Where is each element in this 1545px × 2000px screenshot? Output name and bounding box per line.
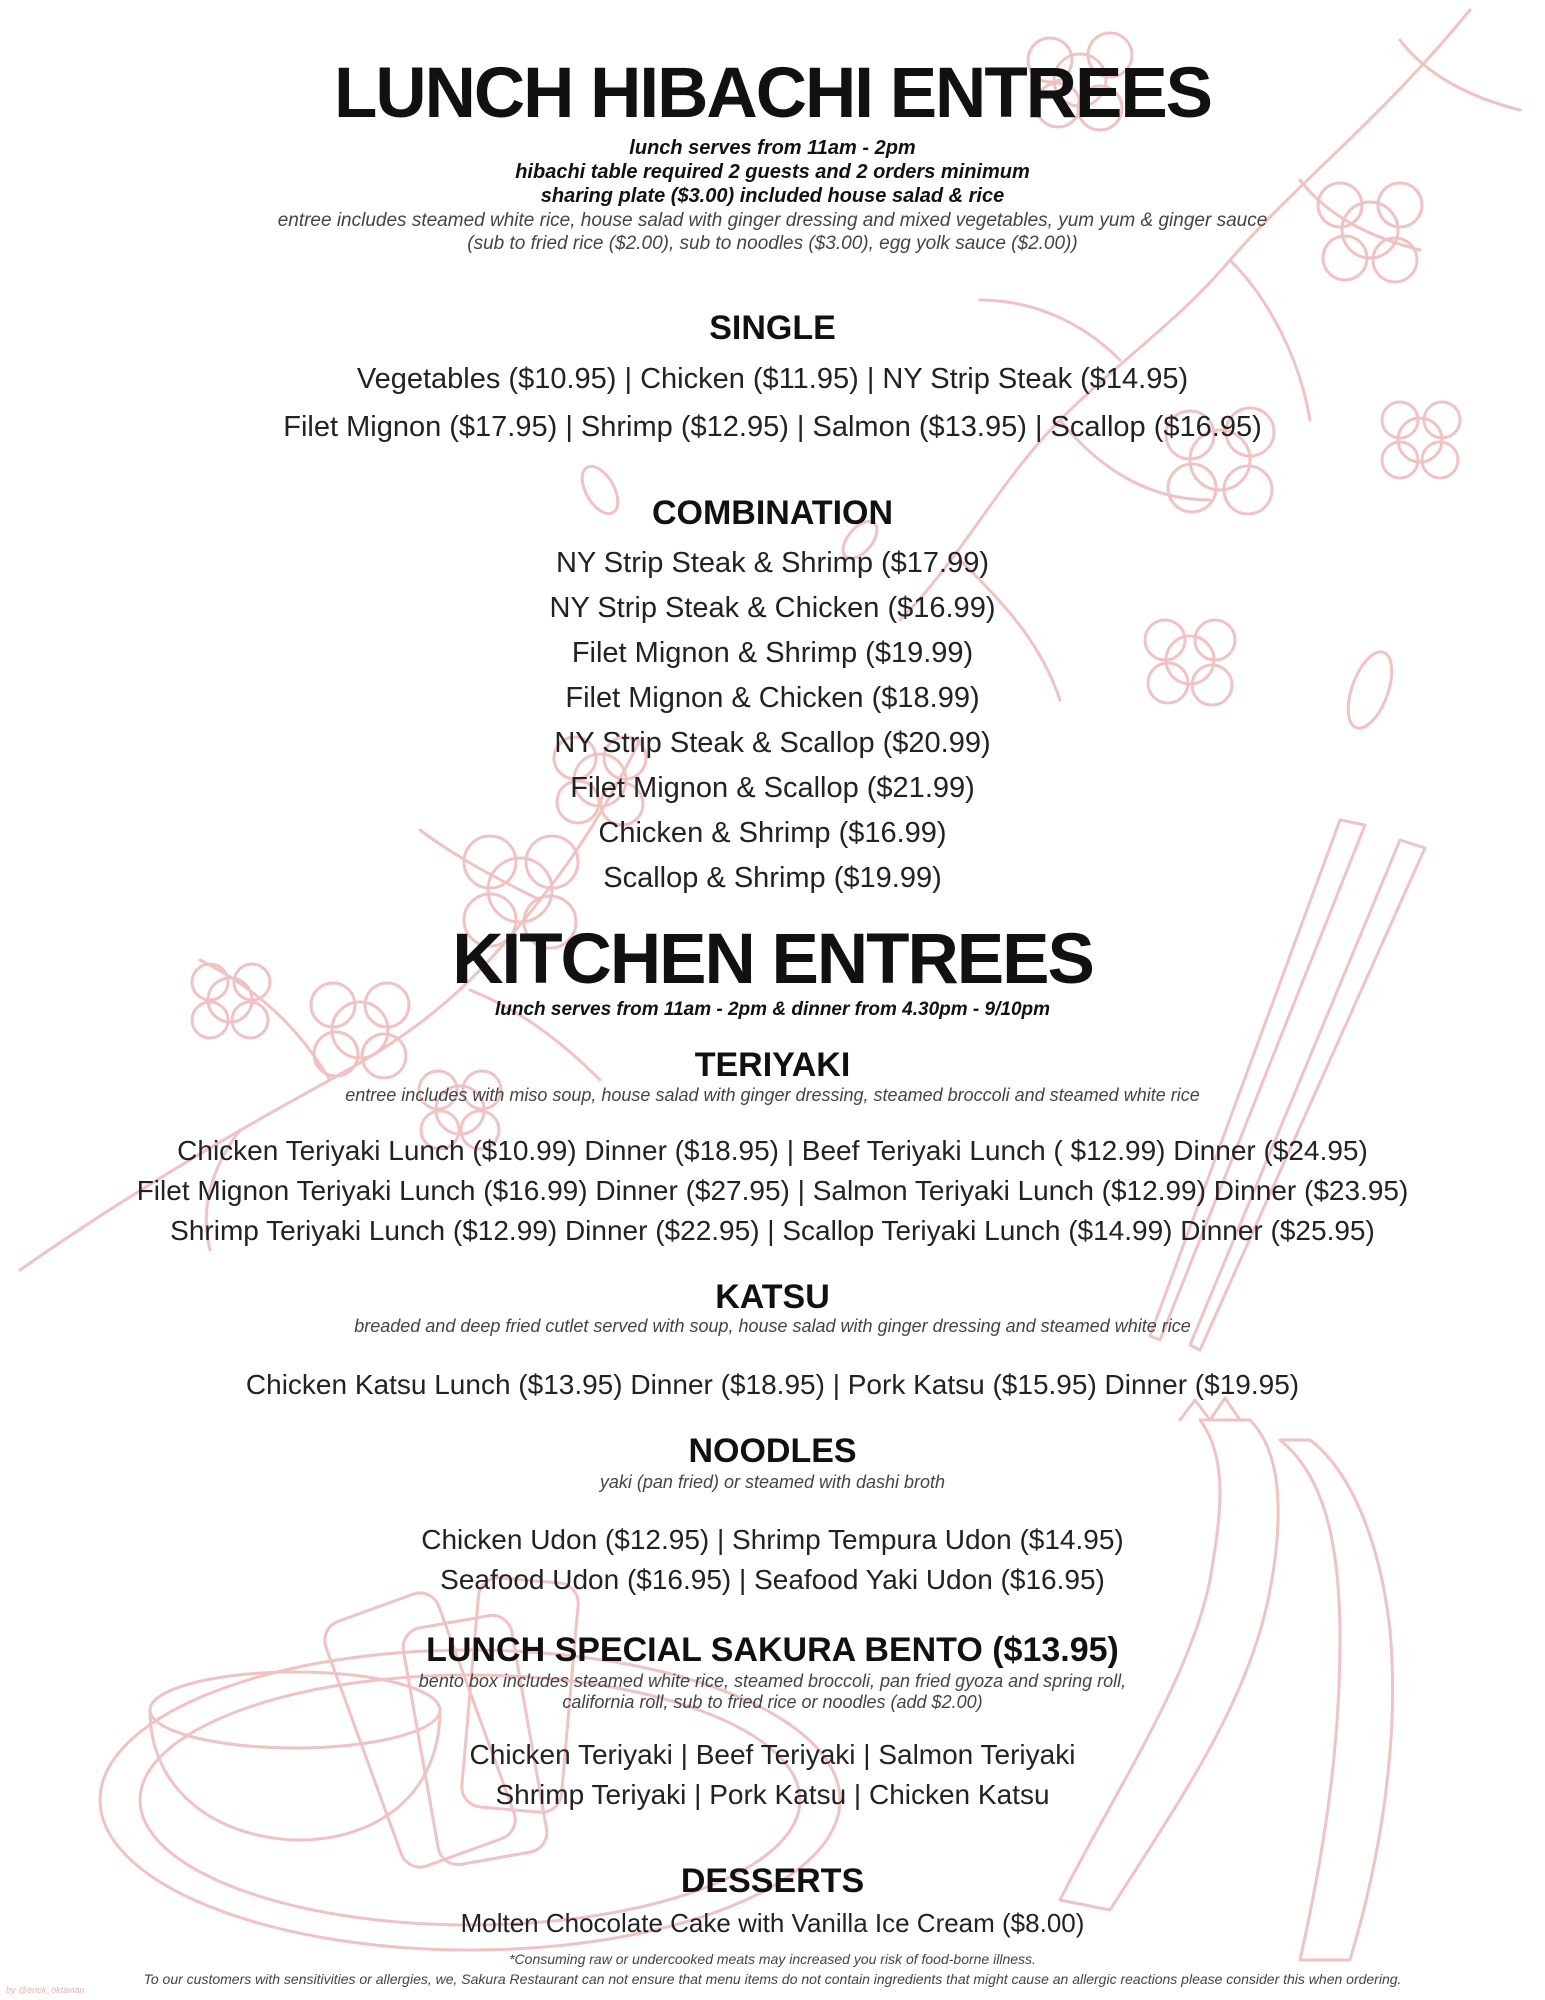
- menu-row: Chicken & Shrimp ($16.99): [598, 817, 947, 849]
- hibachi-subtitle-line: sharing plate ($3.00) included house salad & rice: [540, 185, 1005, 207]
- menu-row: Seafood Udon ($16.95) | Seafood Yaki Udon ($16.95): [440, 1564, 1105, 1595]
- food-safety-notice: *Consuming raw or undercooked meats may increased you risk of food-borne illness.: [509, 1951, 1036, 1967]
- menu-row: Scallop & Shrimp ($19.99): [603, 862, 942, 894]
- menu-row: Filet Mignon & Scallop ($21.99): [570, 772, 975, 804]
- noodles-note: yaki (pan fried) or steamed with dashi broth: [599, 1472, 946, 1492]
- menu-row: NY Strip Steak & Shrimp ($17.99): [555, 547, 990, 579]
- hibachi-subtitle-line: hibachi table required 2 guests and 2 orders minimum: [515, 161, 1030, 183]
- bento-note-line: bento box includes steamed white rice, steamed broccoli, pan fried gyoza and spring roll,: [418, 1671, 1127, 1691]
- hibachi-note-line: (sub to fried rice ($2.00), sub to noodles ($3.00), egg yolk sauce ($2.00)): [467, 233, 1078, 254]
- menu-row: Chicken Teriyaki | Beef Teriyaki | Salmon Teriyaki: [469, 1739, 1076, 1770]
- menu-row: Filet Mignon Teriyaki Lunch ($16.99) Dinner ($27.95) | Salmon Teriyaki Lunch ($12.99) Dinner ($23.95): [136, 1175, 1409, 1206]
- artist-credit: by @erick_oktavian: [6, 1985, 85, 1995]
- kitchen-subtitle: lunch serves from 11am - 2pm & dinner from 4.30pm - 9/10pm: [494, 999, 1051, 1020]
- hibachi-title: LUNCH HIBACHI ENTREES: [333, 54, 1212, 133]
- menu-row: NY Strip Steak & Chicken ($16.99): [549, 592, 996, 624]
- menu-row: Chicken Katsu Lunch ($13.95) Dinner ($18.95) | Pork Katsu ($15.95) Dinner ($19.95): [245, 1369, 1300, 1400]
- katsu-heading: KATSU: [715, 1278, 830, 1316]
- menu-row: Filet Mignon & Chicken ($18.99): [565, 682, 980, 714]
- kitchen-title: KITCHEN ENTREES: [452, 920, 1093, 999]
- menu-row: Filet Mignon & Shrimp ($19.99): [571, 637, 974, 669]
- menu-row: Molten Chocolate Cake with Vanilla Ice Cream ($8.00): [460, 1908, 1085, 1938]
- allergy-notice: To our customers with sensitivities or allergies, we, Sakura Restaurant can not ensure that menu items do not contain ingredients that might cause an allergic reactions please consider this when ordering.: [143, 1971, 1402, 1987]
- menu-row: NY Strip Steak & Scallop ($20.99): [554, 727, 991, 759]
- menu-row: Shrimp Teriyaki Lunch ($12.99) Dinner ($22.95) | Scallop Teriyaki Lunch ($14.99) Dinner ($25.95): [170, 1215, 1375, 1246]
- teriyaki-note: entree includes with miso soup, house salad with ginger dressing, steamed broccoli and steamed white rice: [345, 1085, 1200, 1105]
- katsu-note: breaded and deep fried cutlet served with soup, house salad with ginger dressing and steamed white rice: [354, 1316, 1191, 1336]
- bento-note-line: california roll, sub to fried rice or noodles (add $2.00): [562, 1692, 983, 1712]
- hibachi-note-line: entree includes steamed white rice, house salad with ginger dressing and mixed vegetables, yum yum & ginger sauce: [277, 210, 1268, 231]
- single-heading: SINGLE: [709, 309, 836, 347]
- bento-heading: LUNCH SPECIAL SAKURA BENTO ($13.95): [426, 1631, 1119, 1669]
- desserts-heading: DESSERTS: [680, 1862, 865, 1900]
- combination-heading: COMBINATION: [651, 494, 894, 532]
- menu-row: Chicken Udon ($12.95) | Shrimp Tempura Udon ($14.95): [421, 1524, 1124, 1555]
- menu-row: Shrimp Teriyaki | Pork Katsu | Chicken Katsu: [495, 1779, 1050, 1810]
- menu-row: Chicken Teriyaki Lunch ($10.99) Dinner ($18.95) | Beef Teriyaki Lunch ( $12.99) Dinner ($24.95): [177, 1135, 1368, 1166]
- noodles-heading: NOODLES: [688, 1432, 857, 1470]
- menu-row: Filet Mignon ($17.95) | Shrimp ($12.95) | Salmon ($13.95) | Scallop ($16.95): [283, 411, 1262, 443]
- menu-row: Vegetables ($10.95) | Chicken ($11.95) | NY Strip Steak ($14.95): [356, 363, 1189, 395]
- hibachi-subtitle-line: lunch serves from 11am - 2pm: [629, 137, 916, 159]
- teriyaki-heading: TERIYAKI: [694, 1046, 851, 1084]
